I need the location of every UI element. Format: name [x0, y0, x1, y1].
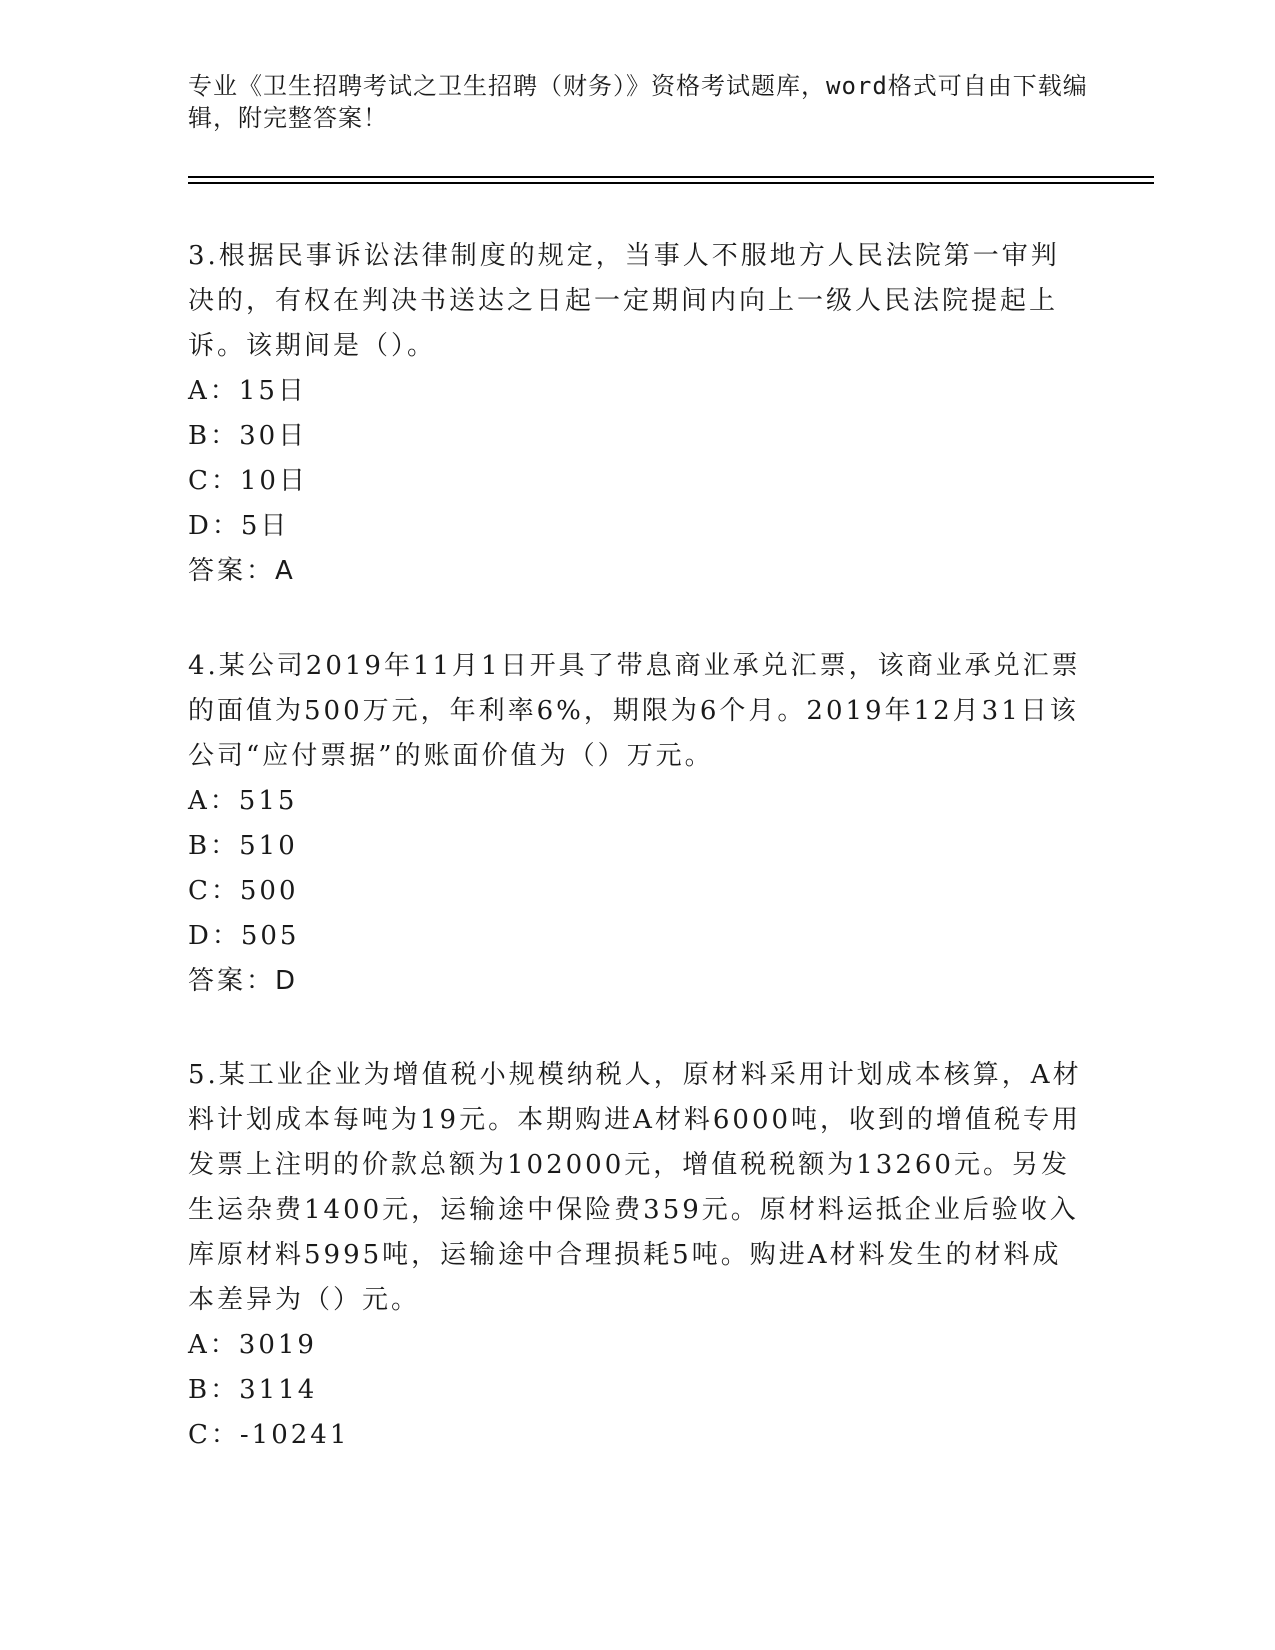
- option-d: D：5日: [188, 511, 290, 541]
- option-c: C：-10241: [188, 1420, 350, 1450]
- question-stem: 3.根据民事诉讼法律制度的规定，当事人不服地方人民法院第一审判决的，有权在判决书送达之日起一定期间内向上一级人民法院提起上诉。该期间是（）。: [188, 241, 1060, 361]
- document-header: 专业《卫生招聘考试之卫生招聘（财务）》资格考试题库，word格式可自由下载编辑，附完整答案！: [188, 72, 1088, 132]
- option-b: B：3114: [188, 1375, 318, 1405]
- question-3: [188, 234, 1088, 594]
- option-c: C：500: [188, 876, 299, 906]
- question-5: [188, 1053, 1088, 1458]
- header-divider-bottom: [188, 182, 1154, 184]
- option-a: A：515: [188, 786, 298, 816]
- option-d: D：505: [188, 921, 300, 951]
- option-a: A：3019: [188, 1330, 317, 1360]
- option-b: B：510: [188, 831, 298, 861]
- question-stem: 5.某工业企业为增值税小规模纳税人，原材料采用计划成本核算，A材料计划成本每吨为19元。本期购进A材料6000吨，收到的增值税专用发票上注明的价款总额为102000元，增值税税额为13260元。另发生运杂费1400元，运输途中保险费359元。原材料运抵企业后验收入库原材料5995吨，运输途中合理损耗5吨。购进A材料发生的材料成本差异为（）元。: [188, 1060, 1082, 1315]
- option-a: A：15日: [188, 376, 307, 406]
- question-stem: 4.某公司2019年11月1日开具了带息商业承兑汇票，该商业承兑汇票的面值为500万元，年利率6%，期限为6个月。2019年12月31日该公司“应付票据”的账面价值为（）万元。: [188, 651, 1081, 771]
- header-divider-top: [188, 176, 1154, 178]
- question-4: [188, 644, 1088, 1004]
- answer-line: 答案：A: [188, 556, 296, 586]
- option-list: [188, 1323, 1088, 1458]
- answer-line: 答案：D: [188, 966, 299, 996]
- option-list: [188, 369, 1088, 549]
- option-list: [188, 779, 1088, 959]
- option-b: B：30日: [188, 421, 308, 451]
- option-c: C：10日: [188, 466, 308, 496]
